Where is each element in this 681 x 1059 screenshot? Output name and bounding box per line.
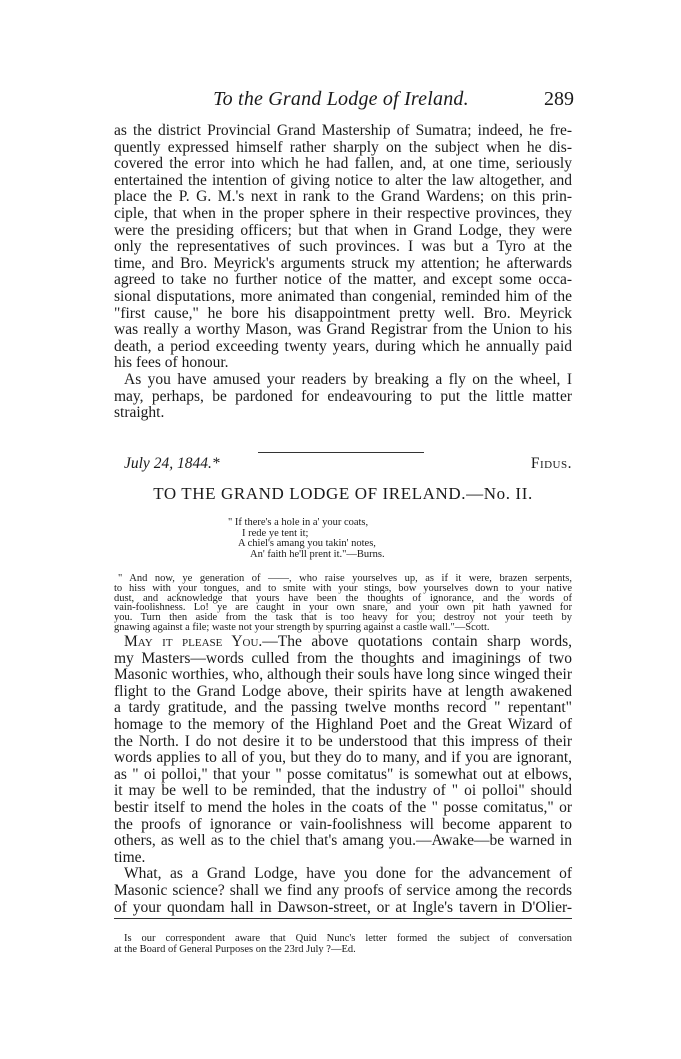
quote-line: dust, and acknowledge that yours have been the thoughts of ignorance, and the words of bbox=[114, 592, 572, 604]
salutation: May it please You. bbox=[124, 633, 263, 650]
verse-line: An' faith he'll prent it."—Burns. bbox=[250, 549, 385, 561]
text-line: homage to the memory of the Highland Poet and the Great Wizard of bbox=[114, 715, 572, 733]
text-line: of your quondam hall in Dawson-street, or at Ingle's tavern in D'Olier- bbox=[114, 898, 572, 916]
text-line: his fees of honour. bbox=[114, 354, 229, 372]
text-line: time, and Bro. Meyrick's arguments struck my attention; he afterwards bbox=[114, 254, 572, 272]
text-line: Masonic worthies, who, although their souls have long since winged their bbox=[114, 666, 572, 684]
text-span: —The above quotations contain sharp words, bbox=[262, 633, 572, 650]
footnote-line: at the Board of General Purposes on the 23rd July ?—Ed. bbox=[114, 944, 356, 955]
footnote-line: Is our correspondent aware that Quid Nunc's letter formed the subject of conversation bbox=[124, 933, 572, 944]
text-line: flight to the Grand Lodge above, their spirits have at length awakened bbox=[114, 682, 572, 700]
text-line: covered the error into which he had fallen, and, at one time, seriously bbox=[114, 155, 572, 173]
text-line: my Masters—words culled from the thoughts and imaginings of two bbox=[114, 649, 572, 667]
text-line: "first cause," he bore his disappointment pretty well. Bro. Meyrick bbox=[114, 304, 572, 322]
text-line: a tardy gratitude, and the passing twelve months record " repentant" bbox=[114, 699, 572, 717]
text-line: was really a worthy Mason, was Grand Registrar from the Union to his bbox=[114, 321, 572, 339]
text-line: as the district Provincial Grand Mastership of Sumatra; indeed, he fre- bbox=[114, 122, 572, 139]
letter-signature: Fidus. bbox=[530, 455, 572, 472]
footnote-rule bbox=[114, 918, 572, 919]
article-title: TO THE GRAND LODGE OF IRELAND.—No. II. bbox=[153, 484, 533, 503]
verse-line: A chiel's amang you takin' notes, bbox=[238, 538, 376, 550]
text-line: place the P. G. M.'s next in rank to the Grand Wardens; on this prin- bbox=[114, 188, 572, 206]
article-body bbox=[114, 634, 572, 916]
page-header bbox=[108, 88, 574, 114]
letter-signoff bbox=[124, 455, 572, 472]
text-line: as " oi polloi," that your " posse comitatus" is somewhat out at elbows, bbox=[114, 765, 572, 783]
quote-line: to hiss with your tongues, and to smite with your stings, bow yourselves down to your native bbox=[114, 582, 572, 594]
running-title: To the Grand Lodge of Ireland. bbox=[213, 88, 469, 110]
page-number: 289 bbox=[544, 88, 574, 110]
text-line: time. bbox=[114, 848, 146, 866]
text-line: entertained the intention of giving notice to alter the law altogether, and bbox=[114, 171, 572, 189]
letter-date: July 24, 1844.* bbox=[124, 455, 220, 472]
text-line: What, as a Grand Lodge, have you done for the advancement of bbox=[124, 865, 572, 883]
text-line: the North. I do not desire it to be understood that this impress of their bbox=[114, 732, 572, 750]
text-line: quently expressed himself rather sharply on the subject when he dis- bbox=[114, 138, 572, 156]
epigraph-verse bbox=[200, 518, 500, 561]
quote-line: " And now, ye generation of ——, who raise yourselves up, as if it were, brazen serpents, bbox=[118, 573, 572, 584]
epigraph-prose bbox=[114, 574, 572, 633]
text-line: were the presiding officers; but that when in Grand Lodge, they were bbox=[114, 221, 572, 239]
text-line: it may be well to be reminded, that the industry of " oi polloi" should bbox=[114, 782, 572, 800]
letter-body bbox=[114, 123, 572, 422]
text-line: ciple, that when in the proper sphere in their respective provinces, they bbox=[114, 204, 572, 222]
quote-line: vain-foolishness. Lo! ye are caught in your own snare, and your own pit hath yawned for bbox=[114, 602, 572, 614]
verse-line: " If there's a hole in a' your coats, bbox=[228, 517, 369, 528]
text-line: sional disputations, more animated than congenial, reminded him of the bbox=[114, 287, 572, 305]
section-divider bbox=[258, 452, 424, 453]
text-line: As you have amused your readers by breaking a fly on the wheel, I bbox=[124, 370, 572, 388]
text-line: agreed to take no further notice of the matter, and except some occa- bbox=[114, 271, 572, 289]
text-line: death, a period exceeding twenty years, during which he annually paid bbox=[114, 337, 572, 355]
text-line: others, as well as to the chiel that's amang you.—Awake—be warned in bbox=[114, 832, 572, 850]
text-line bbox=[114, 634, 572, 651]
quote-line: you. Turn then aside from the task that is too heavy for you; destroy not your teeth by bbox=[114, 612, 572, 624]
text-line: bestir itself to mend the holes in the coats of the " posse comitatus," or bbox=[114, 798, 572, 816]
text-line: words applies to all of you, but they do to many, and if you are ignorant, bbox=[114, 749, 572, 767]
text-line: straight. bbox=[114, 404, 165, 422]
text-line: may, perhaps, be pardoned for endeavouring to put the little matter bbox=[114, 387, 572, 405]
verse-line: I rede ye tent it; bbox=[242, 527, 309, 539]
text-line: only the representatives of such provinces. I was but a Tyro at the bbox=[114, 238, 572, 256]
footnote bbox=[114, 933, 572, 955]
text-line: Masonic science? shall we find any proofs of service among the records bbox=[114, 881, 572, 899]
text-line: the proofs of ignorance or vain-foolishness will become apparent to bbox=[114, 815, 572, 833]
quote-line: gnawing against a file; waste not your strength by spurring against a castle wall."—Scott. bbox=[114, 621, 490, 633]
